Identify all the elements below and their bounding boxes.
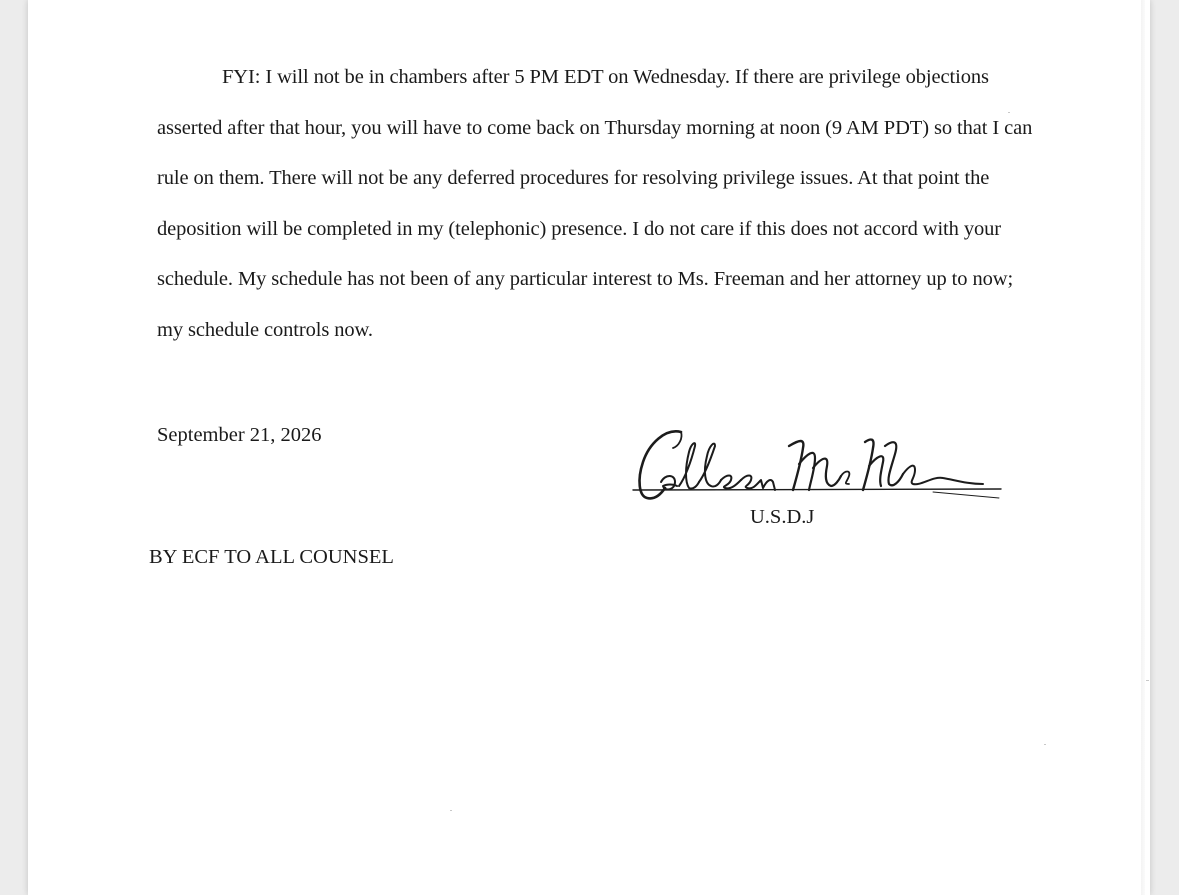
- service-line: BY ECF TO ALL COUNSEL: [149, 546, 394, 568]
- judge-signature: [603, 418, 1013, 510]
- page-edge: [1141, 0, 1145, 895]
- order-date: September 21, 2026: [157, 424, 322, 446]
- order-paragraph: FYI: I will not be in chambers after 5 PM EDT on Wednesday. If there are privilege objections asserted after that hour, you will have to come back on Thursday morning at noon (9 AM PDT) so that I can rule on them. There will not be any deferred procedures for resolving privilege issues. At that point the deposition will be completed in my (telephonic) presence. I do not care if this does not accord with your schedule. My schedule has not been of any particular interest to Ms. Freeman and her attorney up to now; my schedule controls now.: [157, 66, 1033, 341]
- scan-speck: [1044, 744, 1046, 745]
- document-page: [28, 0, 1150, 895]
- scan-speck: [1008, 112, 1010, 113]
- scan-speck: [1146, 680, 1149, 681]
- signature-title: U.S.D.J: [750, 506, 815, 528]
- scan-speck: [450, 810, 452, 811]
